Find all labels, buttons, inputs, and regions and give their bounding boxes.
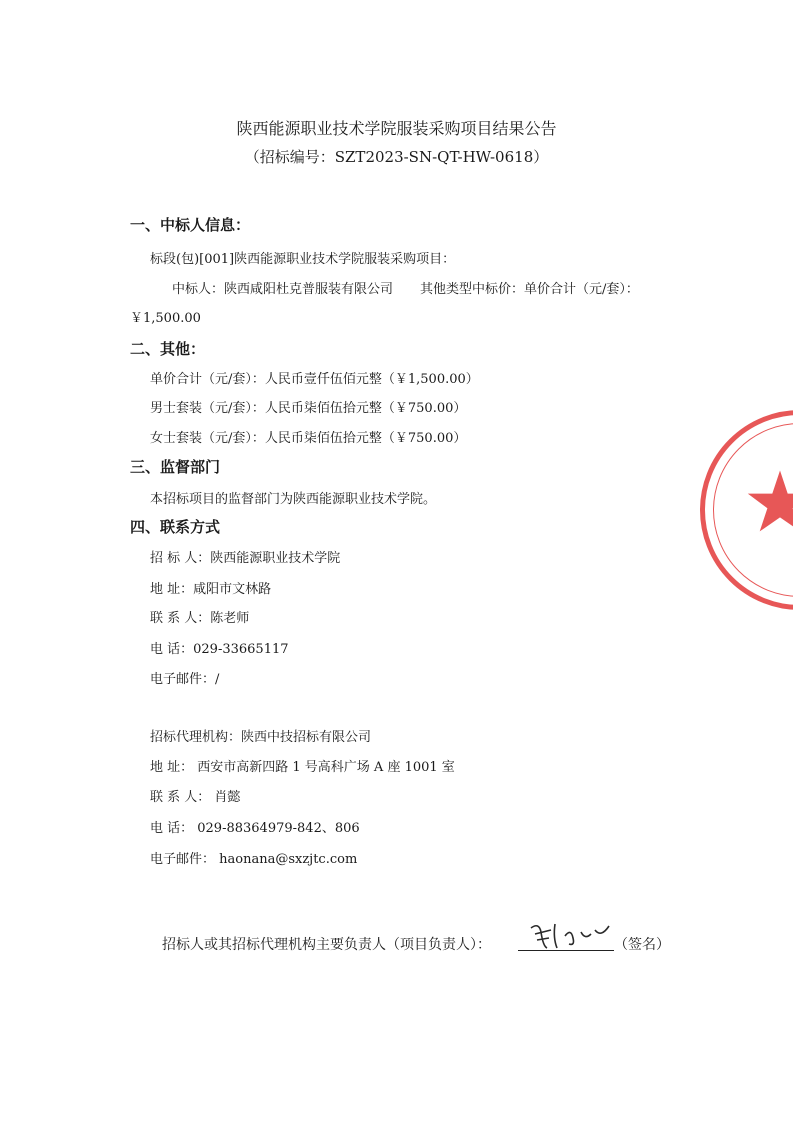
star-icon [745,467,793,537]
owner-contact-line: 电 话：029-33665117 [150,642,289,657]
price-value: ￥1,500.00 [130,311,201,326]
section-winner-heading: 一、中标人信息： [130,216,251,234]
price-line: 女士套装（元/套）：人民币柒佰伍拾元整（￥750.00） [150,431,467,446]
handwritten-signature [525,918,615,954]
price-label: 其他类型中标价：单价合计（元/套）： [420,282,639,297]
section-contact-heading: 四、联系方式 [130,518,221,536]
page-title: 陕西能源职业技术学院服装采购项目结果公告 [236,119,557,138]
winner-text: 中标人：陕西咸阳杜克普服装有限公司 [172,282,394,297]
agency-contact-line: 电子邮件： haonana@sxzjtc.com [150,852,358,867]
tender-number: （招标编号：SZT2023-SN-QT-HW-0618） [244,148,549,166]
agency-contact-line: 招标代理机构：陕西中技招标有限公司 [150,730,372,745]
agency-contact-line: 联 系 人： 肖懿 [150,790,241,805]
owner-contact-line: 招 标 人：陕西能源职业技术学院 [150,551,341,566]
price-line: 单价合计（元/套）：人民币壹仟伍佰元整（￥1,500.00） [150,372,479,387]
price-line: 男士套装（元/套）：人民币柒佰伍拾元整（￥750.00） [150,401,467,416]
supervision-text: 本招标项目的监督部门为陕西能源职业技术学院。 [150,492,437,507]
agency-contact-line: 地 址： 西安市高新四路 1 号高科广场 A 座 1001 室 [150,760,455,775]
owner-contact-line: 电子邮件：/ [150,672,220,687]
section-supervision-heading: 三、监督部门 [130,458,221,476]
agency-contact-line: 电 话： 029-88364979-842、806 [150,821,360,836]
owner-contact-line: 地 址：咸阳市文林路 [150,582,272,597]
lot-text: 标段(包)[001]陕西能源职业技术学院服装采购项目： [150,252,456,267]
signature-label: 招标人或其招标代理机构主要负责人（项目负责人）： [162,937,491,953]
owner-contact-line: 联 系 人：陈老师 [150,611,250,626]
section-other-heading: 二、其他： [130,340,206,358]
signature-suffix: （签名） [614,937,670,953]
official-seal [700,410,793,610]
